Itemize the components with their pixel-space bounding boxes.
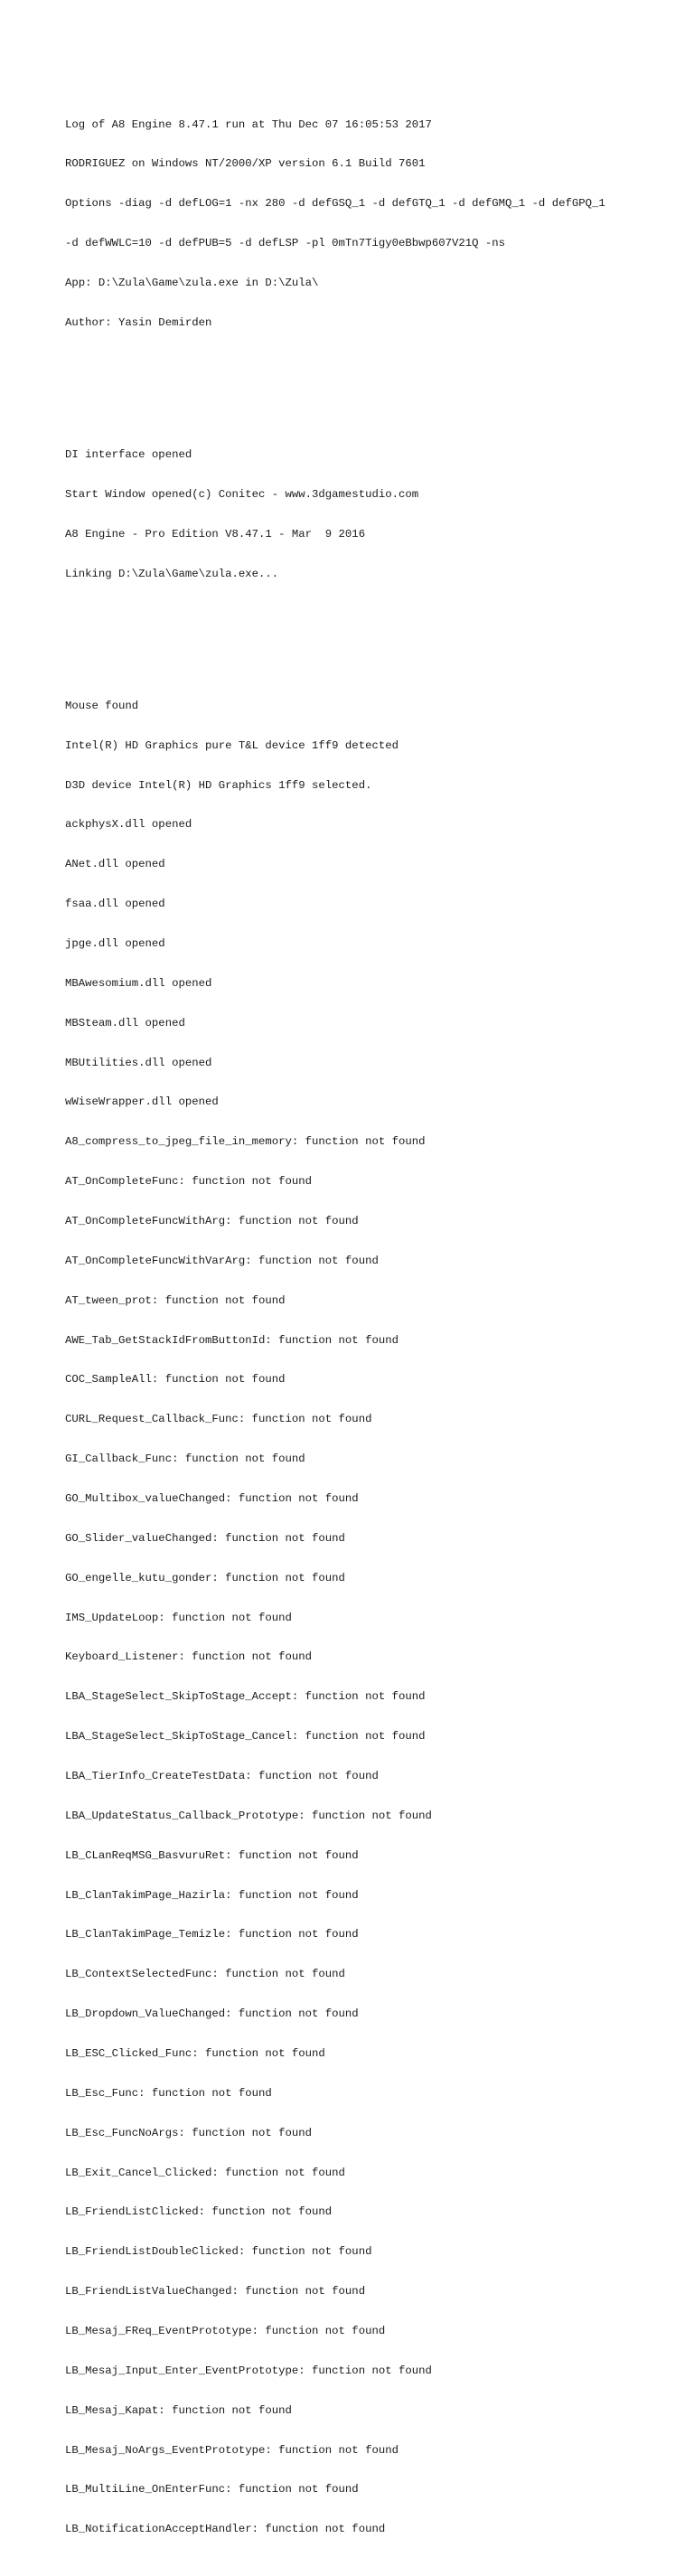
log-line: RODRIGUEZ on Windows NT/2000/XP version 6.1 Build 7601	[65, 157, 426, 171]
log-line: LB_Mesaj_Kapat: function not found	[65, 2403, 292, 2417]
log-line: LB_Exit_Cancel_Clicked: function not found	[65, 2166, 345, 2179]
log-line: MBUtilities.dll opened	[65, 1056, 212, 1069]
log-line: LBA_StageSelect_SkipToStage_Cancel: function not found	[65, 1730, 426, 1744]
log-line: A8_compress_to_jpeg_file_in_memory: function not found	[65, 1135, 426, 1149]
log-line: GO_Multibox_valueChanged: function not found	[65, 1492, 359, 1505]
log-document	[65, 65, 680, 2576]
blank-line	[65, 634, 680, 647]
log-line: ANet.dll opened	[65, 858, 165, 871]
log-line: A8 Engine - Pro Edition V8.47.1 - Mar 9 2016	[65, 527, 366, 541]
log-line: fsaa.dll opened	[65, 898, 165, 911]
log-line: LBA_StageSelect_SkipToStage_Accept: function not found	[65, 1690, 426, 1704]
log-line: MBSteam.dll opened	[65, 1016, 185, 1029]
log-line: AT_tween_prot: function not found	[65, 1293, 286, 1307]
log-line: LB_FriendListClicked: function not found	[65, 2205, 333, 2219]
log-line: AWE_Tab_GetStackIdFromButtonId: function not found	[65, 1333, 399, 1347]
log-line: LB_Esc_Func: function not found	[65, 2086, 272, 2100]
log-line: LBA_UpdateStatus_Callback_Prototype: function not found	[65, 1809, 432, 1822]
log-line: LBA_TierInfo_CreateTestData: function not found	[65, 1770, 379, 1783]
log-line: GO_Slider_valueChanged: function not found	[65, 1531, 345, 1545]
log-line: LB_ClanTakimPage_Hazirla: function not found	[65, 1888, 359, 1902]
log-line: LB_CLanReqMSG_BasvuruRet: function not found	[65, 1848, 359, 1862]
log-line: LB_Esc_FuncNoArgs: function not found	[65, 2126, 313, 2139]
log-runtime-block	[65, 673, 680, 2563]
log-line: LB_MultiLine_OnEnterFunc: function not found	[65, 2483, 359, 2496]
log-line: Intel(R) HD Graphics pure T&L device 1ff9 detected	[65, 738, 399, 752]
log-line: LB_ClanTakimPage_Temizle: function not found	[65, 1928, 359, 1941]
log-line: IMS_UpdateLoop: function not found	[65, 1611, 292, 1624]
log-line: AT_OnCompleteFunc: function not found	[65, 1175, 313, 1189]
log-line: CURL_Request_Callback_Func: function not found	[65, 1413, 372, 1426]
log-line: LB_ESC_Clicked_Func: function not found	[65, 2047, 325, 2061]
log-line: LB_NotificationAcceptHandler: function not found	[65, 2523, 386, 2536]
log-line: COC_SampleAll: function not found	[65, 1373, 286, 1387]
log-line: LB_Mesaj_Input_Enter_EventPrototype: function not found	[65, 2364, 432, 2377]
log-line: -d defWWLC=10 -d defPUB=5 -d defLSP -pl 0mTn7Tigy0eBbwp607V21Q -ns	[65, 237, 506, 250]
log-line: App: D:\Zula\Game\zula.exe in D:\Zula\	[65, 276, 319, 289]
log-line: ackphysX.dll opened	[65, 818, 192, 832]
log-line: Start Window opened(c) Conitec - www.3dgamestudio.com	[65, 487, 419, 501]
log-line: jpge.dll opened	[65, 936, 165, 950]
log-line: Mouse found	[65, 699, 139, 712]
log-line: LB_FriendListDoubleClicked: function not found	[65, 2245, 372, 2259]
log-line: AT_OnCompleteFuncWithVarArg: function not found	[65, 1254, 379, 1267]
log-line: LB_Mesaj_FReq_EventPrototype: function not found	[65, 2325, 386, 2338]
log-line: Options -diag -d defLOG=1 -nx 280 -d defGSQ_1 -d defGTQ_1 -d defGMQ_1 -d defGPQ_1	[65, 197, 605, 211]
blank-line	[65, 382, 680, 396]
log-line: GO_engelle_kutu_gonder: function not found	[65, 1571, 345, 1584]
log-line: D3D device Intel(R) HD Graphics 1ff9 selected.	[65, 778, 372, 792]
log-line: GI_Callback_Func: function not found	[65, 1453, 305, 1466]
log-line: wWiseWrapper.dll opened	[65, 1095, 219, 1109]
log-line: LB_FriendListValueChanged: function not found	[65, 2285, 366, 2299]
log-line: Keyboard_Listener: function not found	[65, 1650, 313, 1664]
log-line: AT_OnCompleteFuncWithArg: function not found	[65, 1214, 359, 1227]
log-line: LB_Dropdown_ValueChanged: function not found	[65, 2007, 359, 2021]
log-line: Log of A8 Engine 8.47.1 run at Thu Dec 07 16:05:53 2017	[65, 118, 432, 131]
log-line: Linking D:\Zula\Game\zula.exe...	[65, 567, 279, 580]
log-line: DI interface opened	[65, 448, 192, 462]
log-line: MBAwesomium.dll opened	[65, 976, 212, 990]
log-header-block	[65, 91, 680, 355]
log-init-block	[65, 422, 680, 607]
log-line: LB_Mesaj_NoArgs_EventPrototype: function not found	[65, 2443, 399, 2457]
log-line: Author: Yasin Demirden	[65, 315, 212, 329]
log-line: LB_ContextSelectedFunc: function not found	[65, 1968, 345, 1981]
